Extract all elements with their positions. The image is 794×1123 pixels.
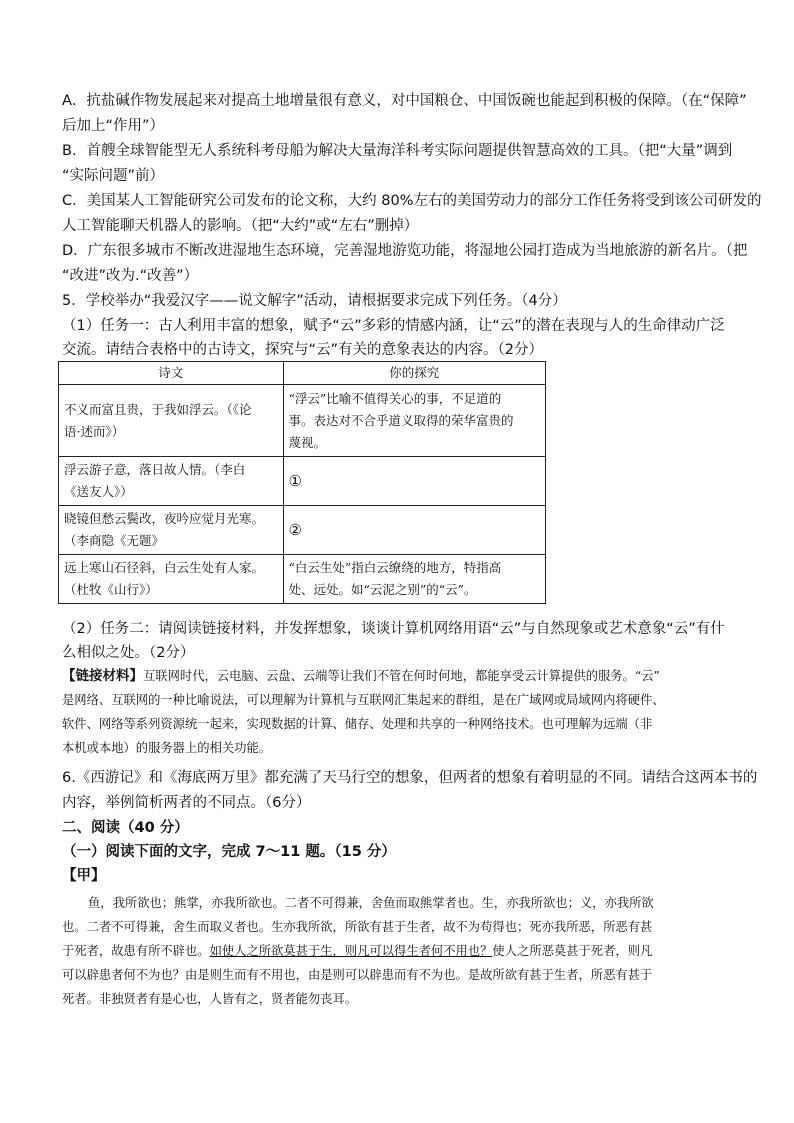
poem-table bbox=[58, 361, 546, 604]
link-material-tag: 【链接材料】 bbox=[62, 668, 143, 684]
table-row bbox=[59, 385, 546, 457]
question-6-line-1: 6.《西游记》和《海底两万里》都充满了天马行空的想象，但两者的想象有着明显的不同。请结合这两本书的 bbox=[62, 770, 758, 786]
option-b-line-1: B．首艘全球智能型无人系统科考母船为解决大量海洋科考实际问题提供智慧高效的工具。（把“大量”调到 bbox=[62, 143, 733, 159]
poem-text: 《送友人》） bbox=[64, 484, 133, 499]
link-material bbox=[62, 664, 742, 760]
explore-text: “浮云”比喻不值得关心的事，不足道的 bbox=[288, 390, 502, 406]
option-c-line-1: C．美国某人工智能研究公司发布的论文称，大约 80%左右的美国劳动力的部分工作任务将受到该公司研发的 bbox=[62, 193, 762, 209]
passage-text: 于死者，故患有所不辟也。 bbox=[62, 944, 210, 958]
table-header-row bbox=[59, 362, 546, 385]
option-d-line-2: “改进”改为.“改善”） bbox=[62, 268, 199, 284]
link-material-line: 软件、网络等系列资源统一起来，实现数据的计算、储存、处理和共享的一种网络技术。也可理解为远端（非 bbox=[62, 717, 653, 731]
option-b-line-2: “实际问题”前） bbox=[62, 168, 165, 184]
passage-line: 可以辟患者何不为也？由是则生而有不用也，由是则可以辟患而有不为也。是故所欲有甚于生者，所恶有甚于 bbox=[62, 968, 653, 982]
poem-text: （李商隐《无题》 bbox=[64, 533, 165, 548]
option-a-line-2: 后加上“作用”） bbox=[62, 118, 165, 134]
poem-text: 语·述而》） bbox=[64, 423, 125, 439]
passage-line: 死者。非独贤者有是心也，人皆有之，贤者能勿丧耳。 bbox=[62, 992, 358, 1006]
link-text: 互联网时代，云电脑、云盘、云端等让我们不管在何时何地，都能享受云计算提供的服务。“云” bbox=[143, 669, 660, 683]
poem-text: 浮云游子意，落日故人情。（李白 bbox=[64, 462, 246, 477]
explore-text: 事。表达对不合乎道义取得的荣华富贵的 bbox=[288, 412, 514, 428]
header-poem: 诗文 bbox=[59, 362, 284, 385]
poem-text: 晓镜但愁云鬓改，夜吟应觉月光寒。 bbox=[64, 511, 265, 526]
header-explore: 你的探究 bbox=[283, 362, 546, 385]
link-material-line: 是网络、互联网的一种比喻说法，可以理解为计算机与互联网汇集起来的群组，是在广域网或局域网内将硬件、 bbox=[62, 693, 665, 707]
passage-jia bbox=[62, 891, 742, 915]
passage-line: 鱼，我所欲也；熊掌，亦我所欲也。二者不可得兼，舍鱼而取熊掌者也。生，亦我所欲也；义，亦我所欲 bbox=[88, 896, 654, 910]
explore-cell bbox=[283, 385, 546, 457]
task-2-line-1: （2）任务二：请阅读链接材料，并发挥想象，谈谈计算机网络用语“云”与自然现象或艺术意象“云”有什 bbox=[62, 621, 725, 637]
table-row bbox=[59, 555, 546, 604]
underlined-sentence: 如使人之所欲莫甚于生，则凡可以得生者何不用也？ bbox=[209, 944, 493, 958]
link-material-line: 本机或本地）的服务器上的相关功能。 bbox=[62, 741, 272, 755]
explore-text: 蔑视。 bbox=[288, 434, 327, 450]
table-row bbox=[59, 506, 546, 555]
passage-jia-label: 【甲】 bbox=[62, 868, 106, 884]
poem-cell bbox=[59, 457, 284, 506]
section-2-title: 二、阅读（40 分） bbox=[62, 820, 189, 836]
poem-cell bbox=[59, 385, 284, 457]
option-d-line-1: D．广东很多城市不断改进湿地生态环境，完善湿地游览功能，将湿地公园打造成为当地旅游的新名片。（把 bbox=[62, 243, 748, 259]
poem-text: （杜牧《山行》） bbox=[64, 582, 158, 597]
poem-text: 远上寒山石径斜，白云生处有人家。 bbox=[64, 560, 265, 575]
task-1-line-2: 交流。请结合表格中的古诗文，探究与“云”有关的意象表达的内容。（2分） bbox=[62, 342, 543, 358]
table-row bbox=[59, 457, 546, 506]
answer-cell-1[interactable] bbox=[283, 457, 546, 506]
question-5-title: 5．学校举办“我爱汉字——说文解字”活动，请根据要求完成下列任务。（4分） bbox=[62, 293, 567, 309]
section-2-subtitle: （一）阅读下面的文字，完成 7～11 题。（15 分） bbox=[62, 844, 396, 860]
answer-cell-2[interactable] bbox=[283, 506, 546, 555]
passage-text: 使人之所恶莫甚于死者，则凡 bbox=[492, 944, 653, 958]
poem-text: 不义而富且贵，于我如浮云。（《论 bbox=[64, 401, 252, 417]
option-a-line-1: A．抗盐碱作物发展起来对提高土地增量很有意义，对中国粮仓、中国饭碗也能起到积极的保障。（在“保障” bbox=[62, 93, 747, 109]
passage-jia-cont bbox=[62, 915, 742, 1011]
task-2-line-2: 么相似之处。（2分） bbox=[62, 645, 195, 661]
question-6-line-2: 内容，举例简析两者的不同点。（6分） bbox=[62, 795, 311, 811]
answer-marker: ① bbox=[288, 472, 302, 490]
option-c-line-2: 人工智能聊天机器人的影响。（把“大约”或“左右”删掉） bbox=[62, 218, 419, 234]
explore-text: “白云生处”指白云缭绕的地方，特指高 bbox=[288, 560, 502, 575]
passage-line bbox=[62, 939, 742, 963]
poem-cell bbox=[59, 506, 284, 555]
task-1-line-1: （1）任务一：古人利用丰富的想象，赋予“云”多彩的情感内涵，让“云”的潜在表现与人的生命律动广泛 bbox=[62, 318, 725, 334]
passage-line: 也。二者不可得兼，舍生而取义者也。生亦我所欲，所欲有甚于生者，故不为苟得也；死亦我所恶，所恶有甚 bbox=[62, 920, 653, 934]
link-material-line bbox=[62, 664, 742, 688]
poem-cell bbox=[59, 555, 284, 604]
answer-marker: ② bbox=[288, 521, 302, 539]
explore-text: 处、远处。如“云泥之别”的“云”。 bbox=[288, 582, 477, 597]
explore-cell bbox=[283, 555, 546, 604]
